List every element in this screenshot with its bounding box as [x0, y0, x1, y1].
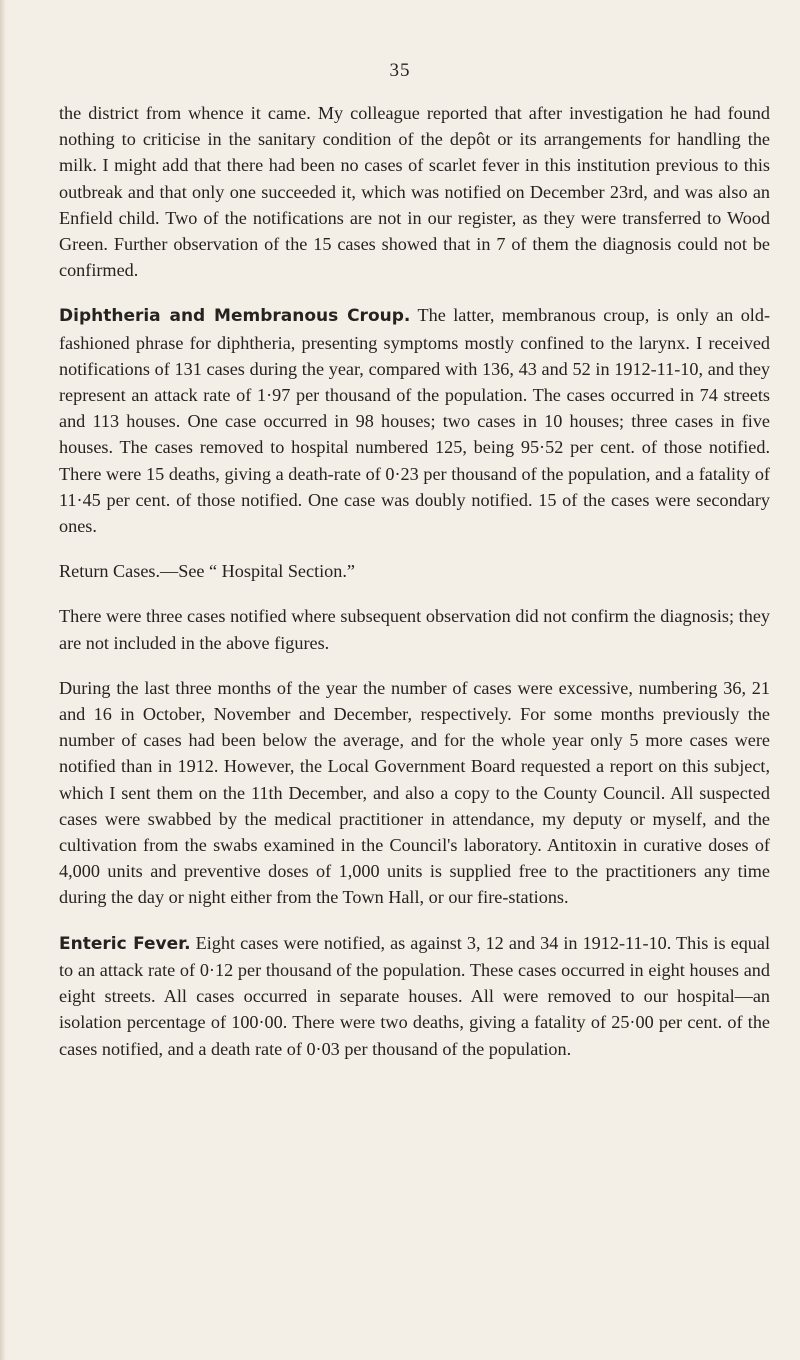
paragraph-enteric-fever-text: Eight cases were notified, as against 3, 12 and 34 in 1912-11-10. This is equal to an attack rate of 0·12 per thousand of the population. These cases occurred in eight houses and eight streets. All cases occurred in separate houses. All were removed to our hospital—an isolation percentage of 100·00. There were two deaths, giving a fatality of 25·00 per cent. of the cases notified, and a death rate of 0·03 per thousand of the population. [59, 932, 771, 1059]
page-body [59, 100, 770, 1062]
paragraph-excess-cases: During the last three months of the year the number of cases were excessive, numbering 36, 21 and 16 in October, November and December, respectively. For some months previously the number of cases had been below the average, and for the whole year only 5 more cases were notified than in 1912. However, the Local Government Board requested a report on this subject, which I sent them on the 11th December, and also a copy to the County Council. All suspected cases were swabbed by the medical practitioner in attendance, my deputy or myself, and the cultivation from the swabs examined in the Council's laboratory. Antitoxin in curative doses of 4,000 units and preventive doses of 1,000 units is supplied free to the practitioners any time during the day or night either from the Town Hall, or our fire-stations. [59, 677, 770, 908]
section-heading-diphtheria: Diphtheria and Membranous Croup. [59, 306, 411, 327]
paragraph-scarlet-fever-continued: the district from whence it came. My colleague reported that after investigation he had found nothing to criticise in the sanitary condition of the depôt or its arrangements for handling the milk. I might add that there had been no cases of scarlet fever in this institution previous to this outbreak and that only one succeeded it, which was notified on December 23rd, and was also an Enfield child. Two of the notifications are not in our register, as they were transferred to Wood Green. Further observation of the 15 cases showed that in 7 of them the diagnosis could not be confirmed. [59, 103, 770, 281]
paragraph-enteric-fever [59, 930, 770, 1062]
paragraph-diphtheria-text: The latter, membranous croup, is only an old-fashioned phrase for diphtheria, presenting symptoms mostly confined to the larynx. I received notifications of 131 cases during the year, compared with 136, 43 and 52 in 1912-11-10, and they represent an attack rate of 1·97 per thousand of the population. The cases occurred in 74 streets and 113 houses. One case occurred in 98 houses; two cases in 10 houses; three cases in five houses. The cases removed to hospital numbered 125, being 95·52 per cent. of those notified. There were 15 deaths, giving a death-rate of 0·23 per thousand of the population, and a fatality of 11·45 per cent. of those notified. One case was doubly notified. 15 of the cases were secondary ones. [59, 305, 771, 537]
section-heading-enteric-fever: Enteric Fever. [59, 933, 191, 954]
page-number: 35 [389, 60, 411, 81]
page-edge [0, 0, 6, 1360]
paragraph-return-cases: Return Cases.—See “ Hospital Section.” [59, 561, 355, 582]
paragraph-unconfirmed-cases: There were three cases notified where subsequent observation did not confirm the diagnosis; they are not included in the above figures. [59, 606, 770, 653]
paragraph-diphtheria [59, 302, 770, 539]
